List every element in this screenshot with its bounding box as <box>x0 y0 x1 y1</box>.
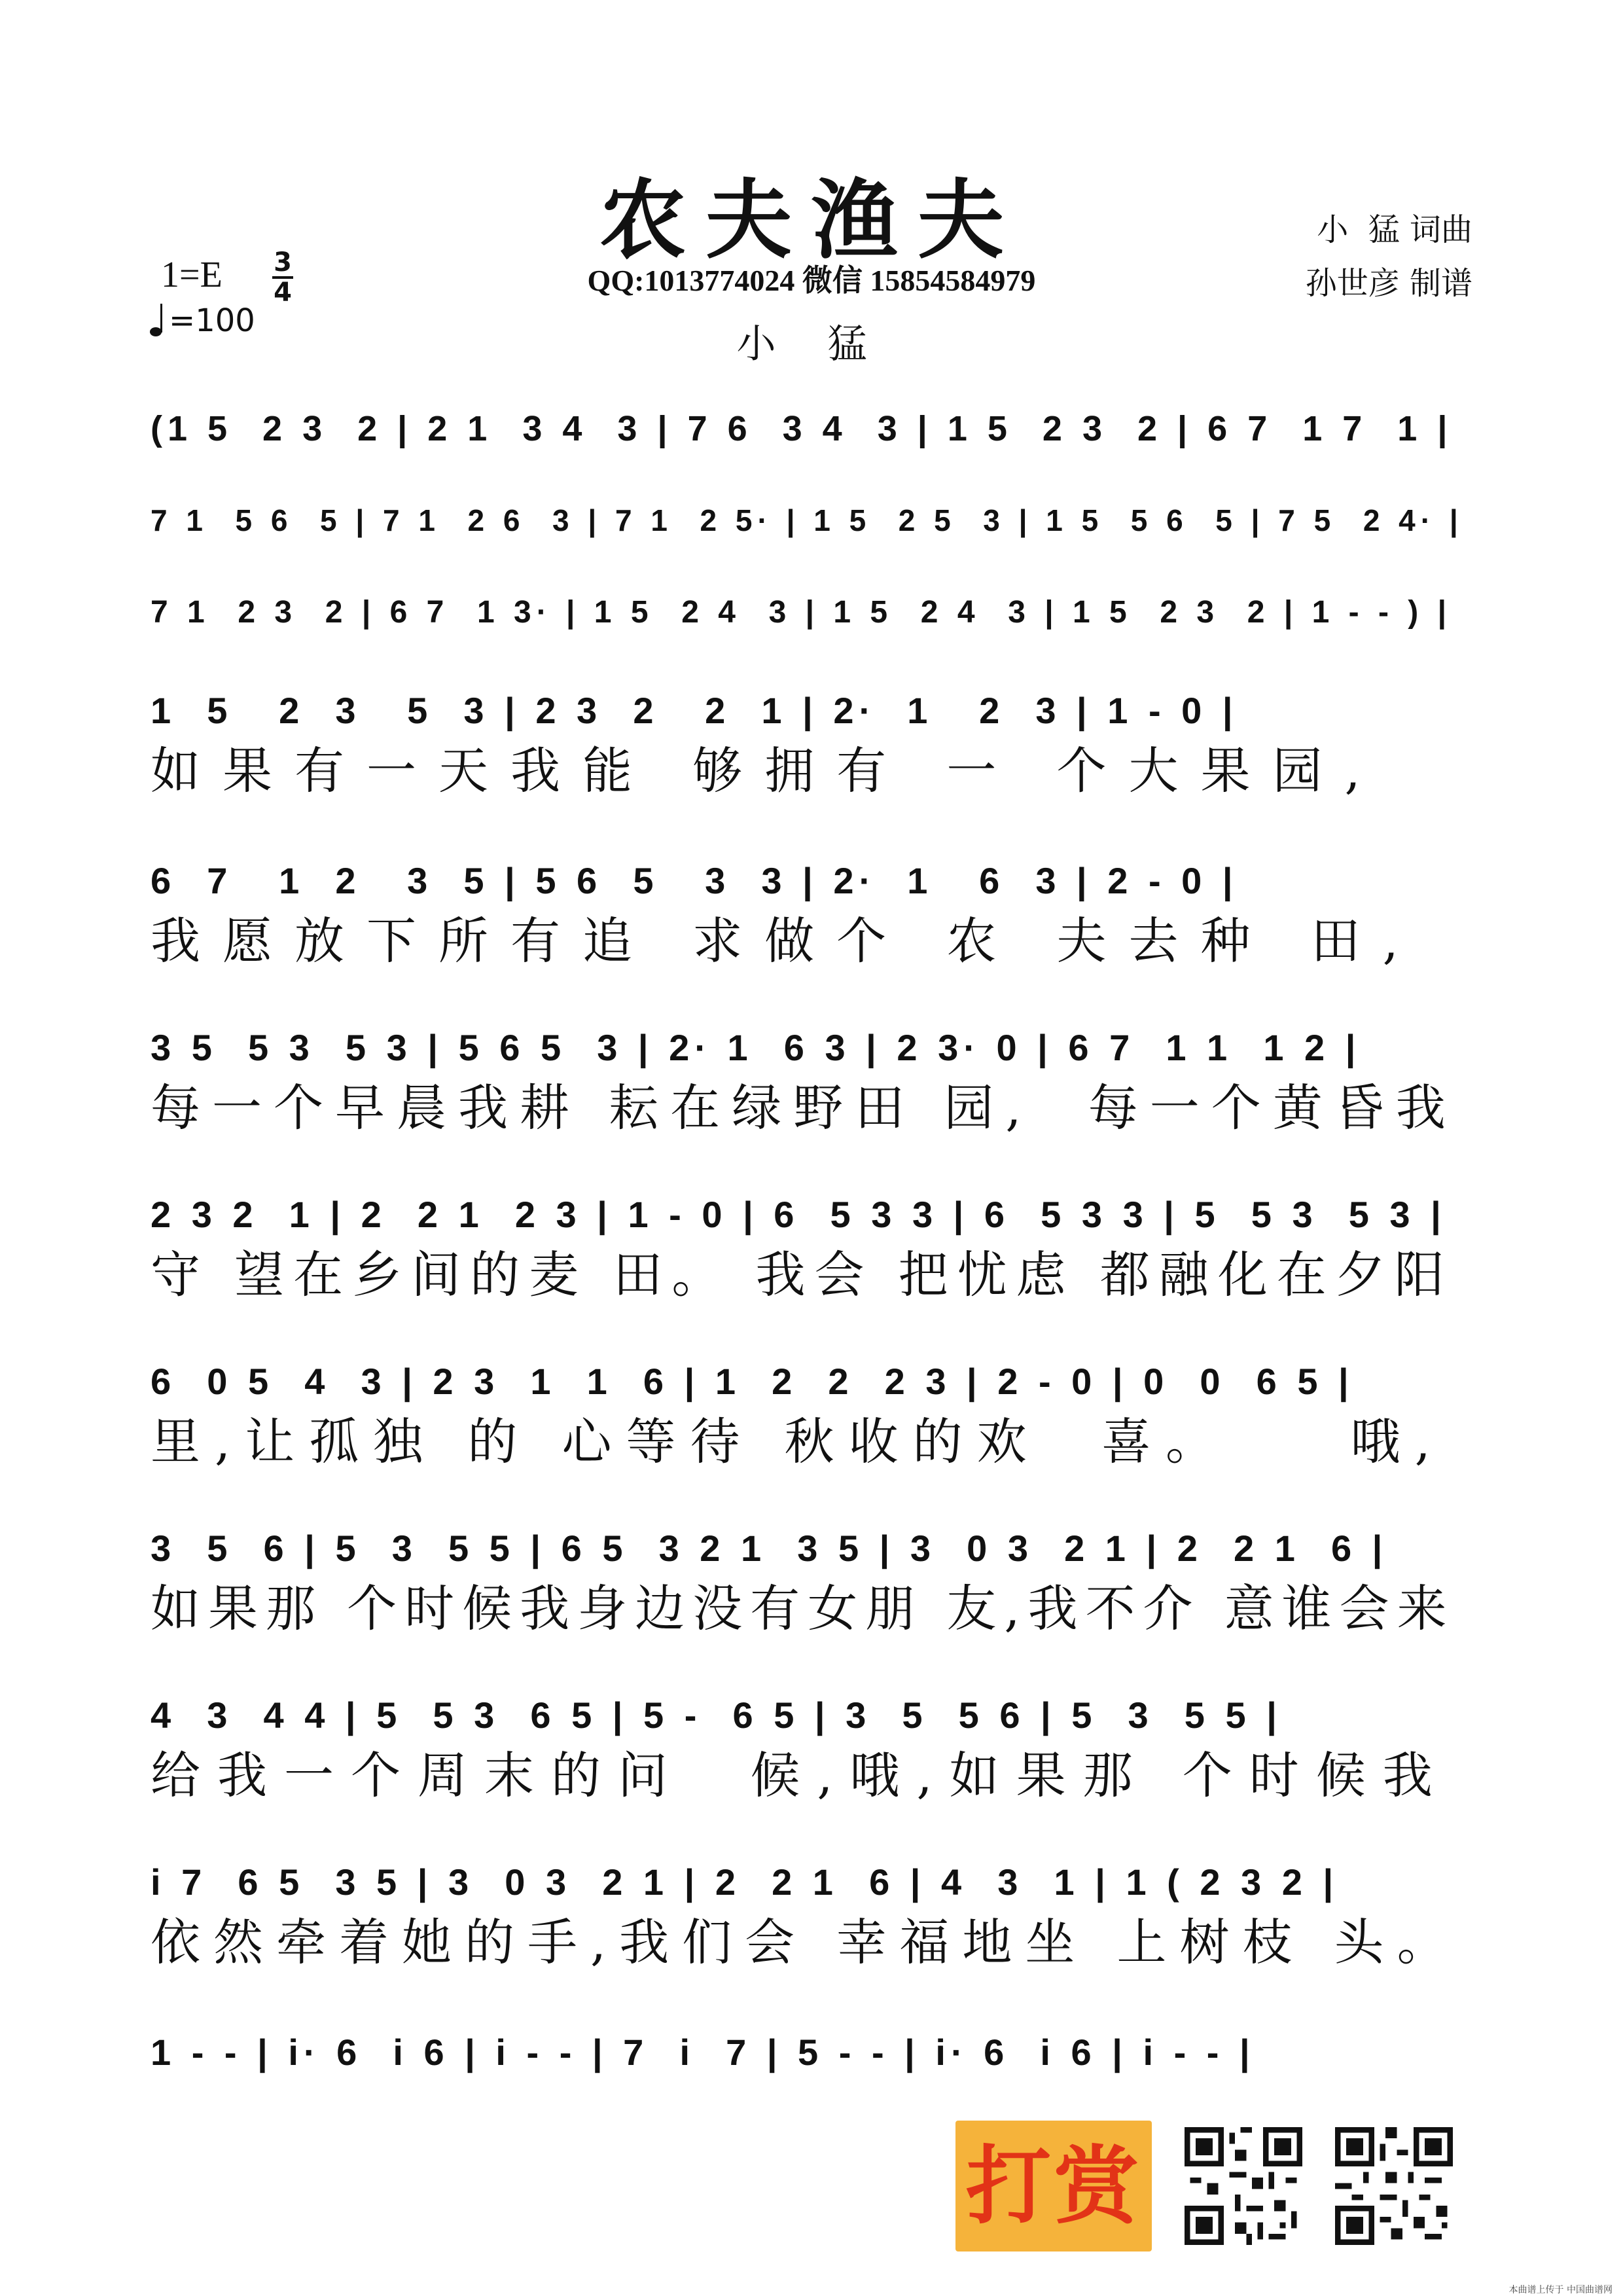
notation-line: 6 0 5 4 3 | 2 3 1 1 6 | 1 2 2 2 3 | 2 - 0 | 0 0 6 5 | <box>151 1360 1354 1402</box>
score-system <box>151 399 1472 458</box>
qr-code-icon <box>1185 2127 1302 2245</box>
score-system <box>151 1185 1472 1306</box>
score-title: 农夫渔夫 <box>599 170 1024 271</box>
lyric-line: 如果那 个时候我身边没有女朋 友,我不介 意谁会来 <box>151 1579 1455 1638</box>
lyric-line: 给我一个周末的问 候,哦,如果那 个时候我 <box>151 1746 1450 1804</box>
contact-info: QQ:1013774024 微信 15854584979 <box>587 264 1036 297</box>
notation-line: i 7 6 5 3 5 | 3 0 3 2 1 | 2 2 1 6 | 4 3 1 | 1 ( 2 3 2 | <box>151 1861 1339 1903</box>
quarter-note-icon <box>149 302 169 338</box>
transcriber: 孙世彦 制谱 <box>1305 265 1472 302</box>
notation-line: 3 5 6 | 5 3 5 5 | 6 5 3 2 1 3 5 | 3 0 3 2 1 | 2 2 1 6 | <box>151 1527 1388 1569</box>
notation-line: 6 7 1 2 3 5 | 5 6 5 3 3 | 2· 1 6 3 | 2 - 0 | <box>151 859 1238 901</box>
score-system <box>151 1852 1472 1974</box>
notation-line: 1 5 2 3 5 3 | 2 3 2 2 1 | 2· 1 2 3 | 1 - 0 | <box>151 689 1238 731</box>
notation-line: 4 3 4 4 | 5 5 3 6 5 | 5 - 6 5 | 3 5 5 6 | 5 3 5 5 | <box>151 1694 1282 1736</box>
lyric-line: 依然牵着她的手,我们会 幸福地坐 上树枝 头。 <box>151 1913 1460 1971</box>
time-signature: 3 4 <box>270 249 296 306</box>
score-system <box>151 491 1472 550</box>
key-signature: 1=E <box>161 255 223 295</box>
notation-line: 7 1 2 3 2 | 6 7 1 3· | 1 5 2 4 3 | 1 5 2 4 3 | 1 5 2 3 2 | 1 - - ) | <box>151 594 1452 630</box>
lyric-line: 每一个早晨我耕 耘在绿野田 园, 每一个黄昏我 <box>151 1079 1457 1137</box>
lyric-line: 我愿放下所有追 求做个 农 夫去种 田, <box>151 912 1421 970</box>
notation-line: 3 5 5 3 5 3 | 5 6 5 3 | 2· 1 6 3 | 2 3· 0 | 6 7 1 1 1 2 | <box>151 1026 1361 1068</box>
tempo-marking: =100 <box>149 302 255 339</box>
notation-line: (1 5 2 3 2 | 2 1 3 4 3 | 7 6 3 4 3 | 1 5 2 3 2 | 6 7 1 7 1 | <box>151 409 1453 448</box>
notation-line: 2 3 2 1 | 2 2 1 2 3 | 1 - 0 | 6 5 3 3 | 6 5 3 3 | 5 5 3 5 3 | <box>151 1193 1446 1235</box>
score-system <box>151 681 1472 802</box>
score-system <box>151 1018 1472 1139</box>
lyric-line: 里,让孤独 的 心等待 秋收的欢 喜。 哦, <box>151 1412 1445 1471</box>
notation-line: 7 1 5 6 5 | 7 1 2 6 3 | 7 1 2 5· | 1 5 2 5 3 | 1 5 5 6 5 | 7 5 2 4· | <box>151 503 1463 537</box>
reward-button[interactable]: 打赏 <box>955 2121 1152 2251</box>
footer-text: 本曲谱上传于 中国曲谱网 <box>1508 2285 1613 2295</box>
lyric-line: 如果有一天我能 够拥有 一 个大果园, <box>151 742 1383 800</box>
score-system <box>151 1352 1472 1473</box>
score-system <box>151 1685 1472 1807</box>
score-system <box>151 583 1472 641</box>
qr-code-icon <box>1335 2127 1453 2245</box>
notation-line: 1 - - | i· 6 i 6 | i - - | 7 i 7 | 5 - - | i· 6 i 6 | i - - | <box>151 2031 1255 2073</box>
score-system <box>151 1518 1472 1640</box>
score-system <box>151 851 1472 973</box>
lyric-line: 守 望在乡间的麦 田。 我会 把忧虑 都融化在夕阳 <box>151 1246 1454 1304</box>
score-system <box>151 2022 1472 2081</box>
lyricist-composer: 小 猛 词曲 <box>1317 211 1472 248</box>
singer-name: 小 猛 <box>736 321 887 367</box>
